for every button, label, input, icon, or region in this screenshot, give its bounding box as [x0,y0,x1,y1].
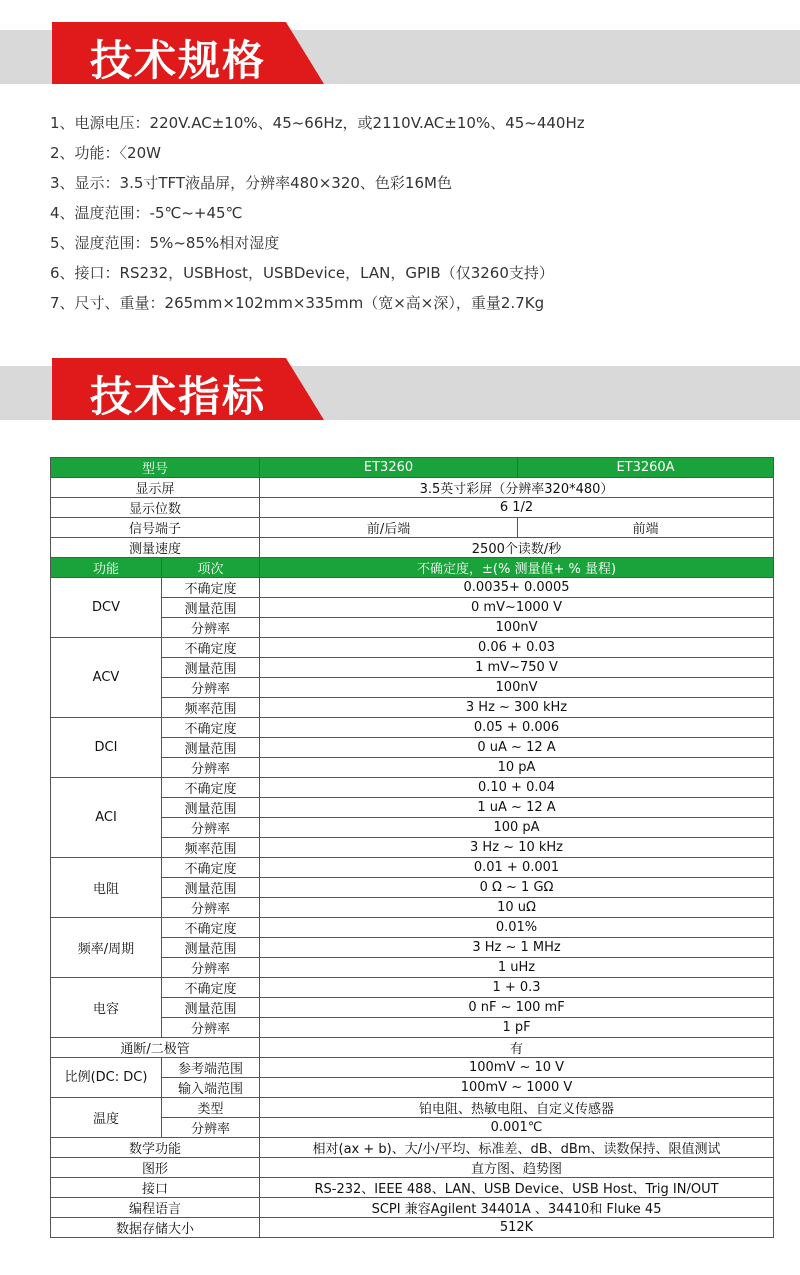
table-row [51,718,774,738]
section-banner-specs [0,30,800,84]
function-name: 温度 [51,1098,162,1138]
item-value: 0.001℃ [260,1118,774,1138]
spec-table [50,457,774,1238]
item-label: 分辨率 [162,758,260,778]
item-value: 铂电阻、热敏电阻、自定义传感器 [260,1098,774,1118]
subheader-spec: 不确定度，±(% 测量值+ % 量程) [260,558,774,578]
item-value: 1 + 0.3 [260,978,774,998]
spec-item: 3、显示：3.5寸TFT液晶屏，分辨率480×320、色彩16M色 [50,174,452,192]
item-value: 100 pA [260,818,774,838]
item-label: 不确定度 [162,778,260,798]
item-value: 10 uΩ [260,898,774,918]
header-model-et3260a: ET3260A [518,458,774,478]
row-label: 信号端子 [51,518,260,538]
item-label: 不确定度 [162,718,260,738]
table-row [51,498,774,518]
function-name: 频率/周期 [51,918,162,978]
table-row [51,518,774,538]
table-row [51,978,774,998]
table-row [51,778,774,798]
item-label: 频率范围 [162,838,260,858]
function-name: 电容 [51,978,162,1038]
row-value: 2500个读数/秒 [260,538,774,558]
row-value: RS-232、IEEE 488、LAN、USB Device、USB Host、Trig IN/OUT [260,1178,774,1198]
row-label: 通断/二极管 [51,1038,260,1058]
row-label: 图形 [51,1158,260,1178]
table-row [51,578,774,598]
table-row [51,1058,774,1078]
function-name: ACI [51,778,162,858]
table-row [51,538,774,558]
item-value: 100nV [260,618,774,638]
row-value: 直方图、趋势图 [260,1158,774,1178]
item-label: 测量范围 [162,738,260,758]
row-label: 编程语言 [51,1198,260,1218]
table-header-row [51,458,774,478]
row-value: 前/后端 [260,518,518,538]
function-name: 比例(DC: DC) [51,1058,162,1098]
section-title: 技术规格 [90,36,267,85]
spec-item: 2、功能：〈20W [50,144,161,162]
item-label: 测量范围 [162,798,260,818]
item-value: 0.01% [260,918,774,938]
table-row [51,638,774,658]
item-value: 10 pA [260,758,774,778]
table-subheader-row [51,558,774,578]
item-value: 0.06 + 0.03 [260,638,774,658]
item-value: 3 Hz ~ 300 kHz [260,698,774,718]
item-value: 3 Hz ~ 10 kHz [260,838,774,858]
table-row [51,478,774,498]
item-value: 100nV [260,678,774,698]
table-row [51,858,774,878]
row-label: 数据存储大小 [51,1218,260,1238]
item-label: 不确定度 [162,858,260,878]
row-label: 测量速度 [51,538,260,558]
item-label: 分辨率 [162,898,260,918]
item-value: 1 pF [260,1018,774,1038]
section-title: 技术指标 [90,372,267,421]
item-label: 参考端范围 [162,1058,260,1078]
item-value: 0 mV~1000 V [260,598,774,618]
row-value: 相对(ax + b)、大/小/平均、标准差、dB、dBm、读数保持、限值测试 [260,1138,774,1158]
item-value: 1 uHz [260,958,774,978]
item-label: 分辨率 [162,1018,260,1038]
item-label: 输入端范围 [162,1078,260,1098]
spec-item: 5、湿度范围：5%~85%相对湿度 [50,234,280,252]
row-label: 显示位数 [51,498,260,518]
subheader-function: 功能 [51,558,162,578]
item-label: 分辨率 [162,818,260,838]
table-row [51,1098,774,1118]
item-value: 1 uA ~ 12 A [260,798,774,818]
item-label: 测量范围 [162,998,260,1018]
row-label: 数学功能 [51,1138,260,1158]
item-value: 0.0035+ 0.0005 [260,578,774,598]
item-value: 0.05 + 0.006 [260,718,774,738]
row-value: 512K [260,1218,774,1238]
row-label: 显示屏 [51,478,260,498]
spec-item: 6、接口：RS232，USBHost，USBDevice，LAN，GPIB（仅3260支持） [50,264,554,282]
item-label: 不确定度 [162,638,260,658]
table-row [51,1158,774,1178]
header-model-et3260: ET3260 [260,458,518,478]
item-label: 频率范围 [162,698,260,718]
item-label: 不确定度 [162,578,260,598]
table-row [51,1178,774,1198]
function-name: ACV [51,638,162,718]
item-label: 类型 [162,1098,260,1118]
item-label: 测量范围 [162,878,260,898]
table-row [51,1218,774,1238]
row-value: 6 1/2 [260,498,774,518]
item-label: 分辨率 [162,1118,260,1138]
row-value: 有 [260,1038,774,1058]
item-label: 测量范围 [162,598,260,618]
spec-item: 7、尺寸、重量：265mm×102mm×335mm（宽×高×深），重量2.7Kg [50,294,545,312]
spec-list [50,108,770,318]
item-value: 0 uA ~ 12 A [260,738,774,758]
item-label: 测量范围 [162,938,260,958]
row-value: SCPI 兼容Agilent 34401A 、34410和 Fluke 45 [260,1198,774,1218]
item-value: 100mV ~ 10 V [260,1058,774,1078]
item-value: 0.10 + 0.04 [260,778,774,798]
function-name: DCV [51,578,162,638]
table-row [51,1038,774,1058]
item-label: 不确定度 [162,978,260,998]
table-row [51,918,774,938]
item-label: 分辨率 [162,618,260,638]
item-label: 分辨率 [162,958,260,978]
table-row [51,1138,774,1158]
item-value: 0 nF ~ 100 mF [260,998,774,1018]
function-name: DCI [51,718,162,778]
table-row [51,1198,774,1218]
item-label: 不确定度 [162,918,260,938]
item-value: 1 mV~750 V [260,658,774,678]
row-value: 前端 [518,518,774,538]
item-value: 0.01 + 0.001 [260,858,774,878]
function-name: 电阻 [51,858,162,918]
item-value: 100mV ~ 1000 V [260,1078,774,1098]
spec-item: 1、电源电压：220V.AC±10%、45~66Hz，或2110V.AC±10%、45~440Hz [50,114,585,132]
spec-item: 4、温度范围：-5℃~+45℃ [50,204,243,222]
row-value: 3.5英寸彩屏（分辨率320*480） [260,478,774,498]
item-value: 0 Ω ~ 1 GΩ [260,878,774,898]
item-label: 分辨率 [162,678,260,698]
header-model-label: 型号 [51,458,260,478]
item-value: 3 Hz ~ 1 MHz [260,938,774,958]
section-banner-indicators [0,366,800,420]
row-label: 接口 [51,1178,260,1198]
item-label: 测量范围 [162,658,260,678]
subheader-item: 项次 [162,558,260,578]
